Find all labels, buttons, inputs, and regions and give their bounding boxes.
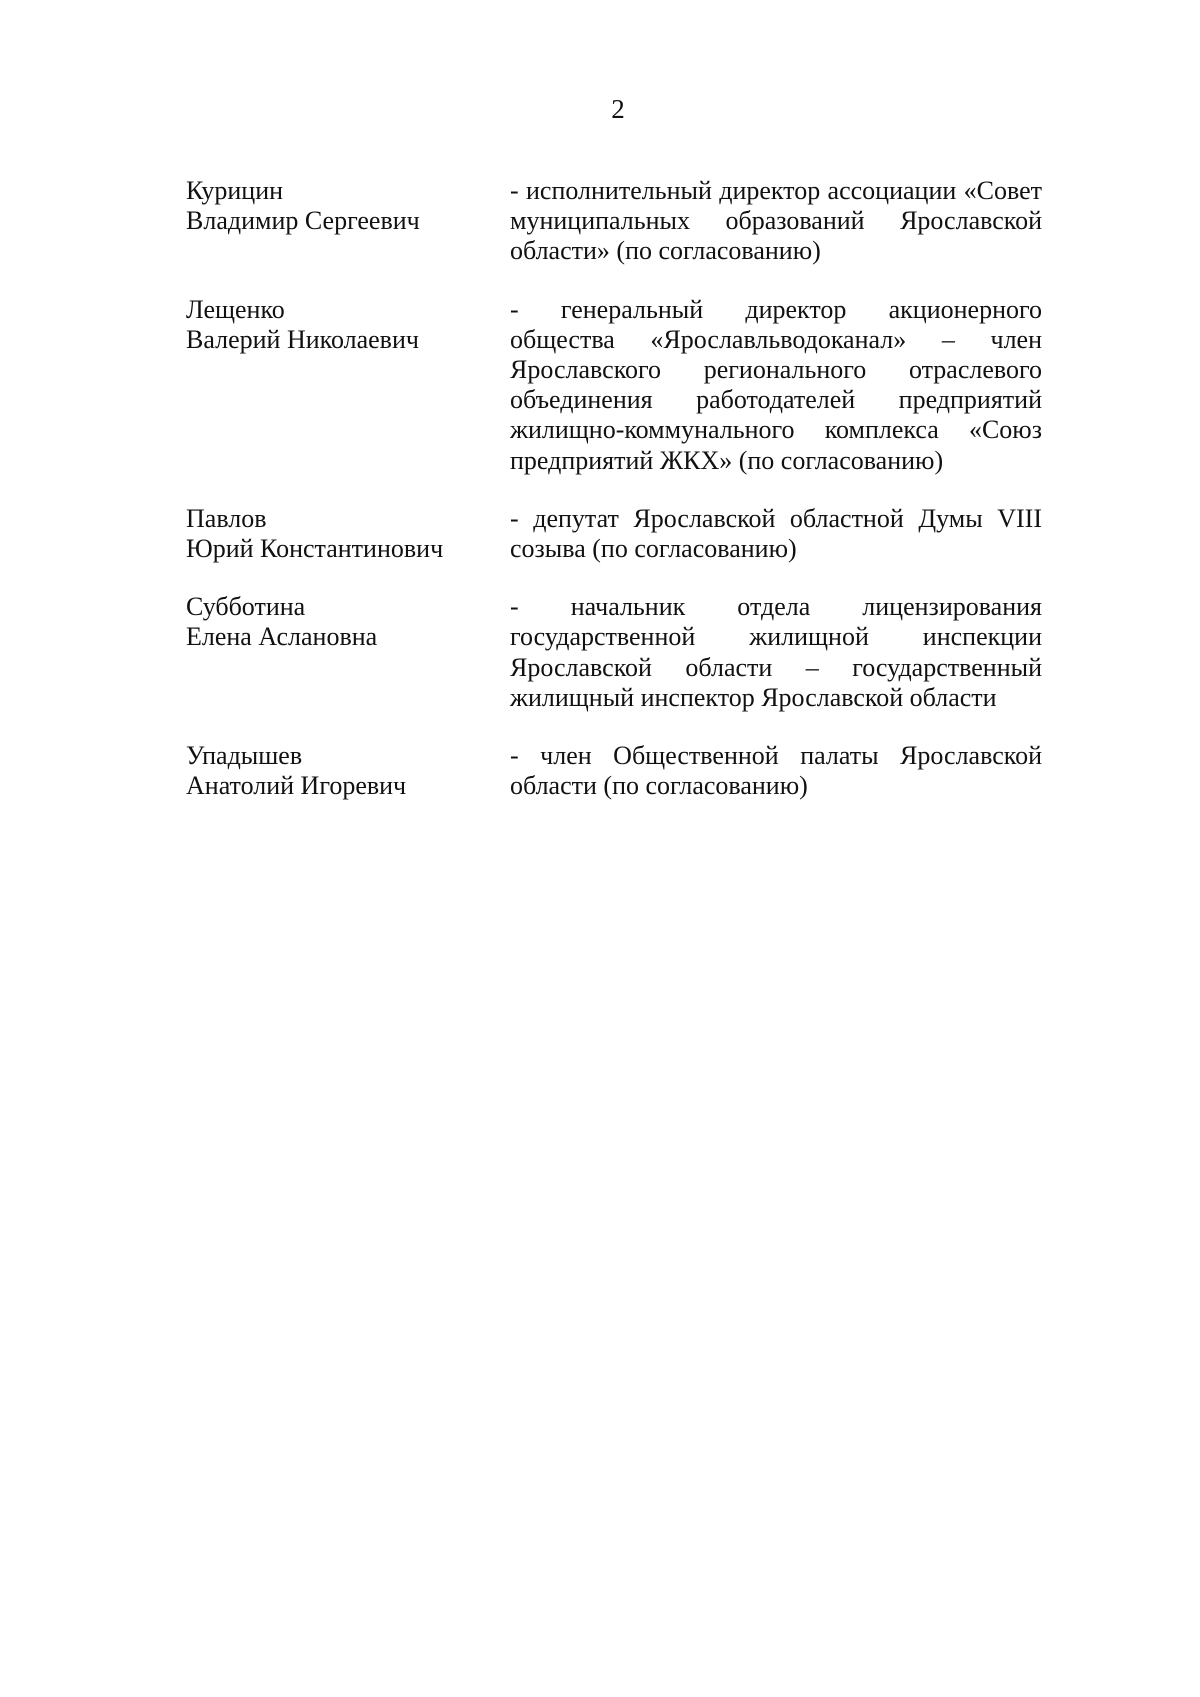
member-description: - член Общественной палаты Ярославской области (по согласованию): [510, 741, 1042, 801]
member-list: [186, 176, 1042, 801]
member-name: [186, 504, 510, 564]
member-description: - генеральный директор акционерного общества «Ярославльводоканал» – член Ярославского регионального отраслевого объединения работодателей предприятий жилищно-коммунального комплекса «Союз предприятий ЖКХ» (по согласованию): [510, 294, 1042, 475]
member-name: [186, 295, 510, 476]
member-given-names: Анатолий Игоревич: [186, 771, 407, 801]
member-surname: Курицин: [186, 176, 284, 205]
member-surname: Павлов: [186, 503, 267, 533]
page-number: 2: [611, 94, 625, 124]
member-surname: Лещенко: [186, 294, 285, 324]
member-entry: [186, 741, 1042, 801]
member-surname: Субботина: [186, 592, 306, 622]
member-given-names: Владимир Сергеевич: [186, 206, 420, 236]
member-description: - исполнительный директор ассоциации «Совет муниципальных образований Ярославской области» (по согласованию): [510, 176, 1042, 266]
member-surname: Упадышев: [186, 741, 303, 771]
member-description: - депутат Ярославской областной Думы VIII созыва (по согласованию): [510, 503, 1042, 564]
member-name: [186, 592, 510, 713]
member-entry: [186, 295, 1042, 476]
member-description: - начальник отдела лицензирования государственной жилищной инспекции Ярославской области – государственный жилищный инспектор Ярославской области: [510, 592, 1042, 712]
member-entry: [186, 504, 1042, 564]
member-given-names: Валерий Николаевич: [186, 324, 419, 354]
member-given-names: Елена Аслановна: [186, 622, 378, 652]
member-entry: [186, 176, 1042, 267]
member-entry: [186, 592, 1042, 713]
member-name: [186, 741, 510, 801]
member-given-names: Юрий Константинович: [186, 534, 444, 564]
member-name: [186, 176, 510, 267]
